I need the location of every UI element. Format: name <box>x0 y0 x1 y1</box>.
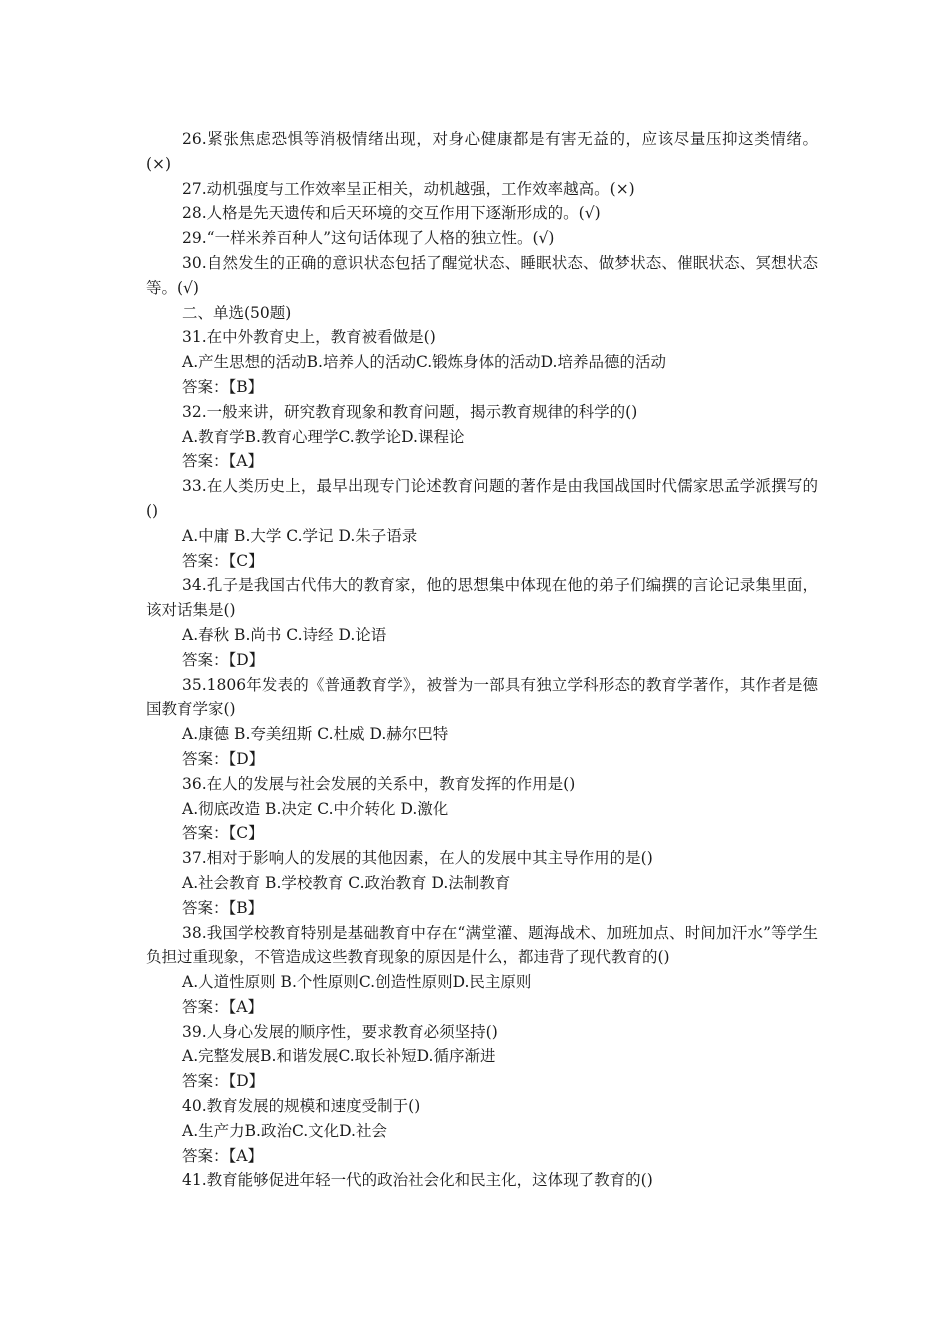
text-line: 30.自然发生的正确的意识状态包括了醒觉状态、睡眠状态、做梦状态、催眠状态、冥想状态等。(√) <box>146 253 818 297</box>
answer: 答案：【B】 <box>182 377 264 396</box>
section-heading: 二、单选(50题) <box>182 303 292 322</box>
text-line: 29.“一样米养百种人”这句话体现了人格的独立性。(√) <box>182 229 555 248</box>
question: 36.在人的发展与社会发展的关系中，教育发挥的作用是() <box>182 774 576 793</box>
options: A.人道性原则 B.个性原则C.创造性原则D.民主原则 <box>182 973 532 992</box>
document-body <box>146 127 818 1193</box>
answer: 答案：【B】 <box>182 898 264 917</box>
options: A.康德 B.夸美纽斯 C.杜威 D.赫尔巴特 <box>182 725 449 744</box>
answer: 答案：【A】 <box>182 997 263 1016</box>
question: 38.我国学校教育特别是基础教育中存在“满堂灌、题海战术、加班加点、时间加汗水”等学生负担过重现象，不管造成这些教育现象的原因是什么，都违背了现代教育的() <box>146 923 818 967</box>
text-line: 28.人格是先天遗传和后天环境的交互作用下逐渐形成的。(√) <box>182 204 601 223</box>
answer: 答案：【D】 <box>182 1072 265 1091</box>
answer: 答案：【A】 <box>182 452 263 471</box>
question: 33.在人类历史上，最早出现专门论述教育问题的著作是由我国战国时代儒家思孟学派撰写的() <box>146 477 818 520</box>
text-line: 26.紧张焦虑恐惧等消极情绪出现，对身心健康都是有害无益的，应该尽量压抑这类情绪。(×) <box>146 130 818 173</box>
question: 37.相对于影响人的发展的其他因素，在人的发展中其主导作用的是() <box>182 849 653 868</box>
question: 41.教育能够促进年轻一代的政治社会化和民主化，这体现了教育的() <box>182 1171 653 1190</box>
options: A.春秋 B.尚书 C.诗经 D.论语 <box>182 625 387 644</box>
text-line: 27.动机强度与工作效率呈正相关，动机越强，工作效率越高。(×) <box>182 179 635 198</box>
question: 35.1806年发表的《普通教育学》，被誉为一部具有独立学科形态的教育学著作，其作者是德国教育学家() <box>146 675 818 719</box>
options: A.社会教育 B.学校教育 C.政治教育 D.法制教育 <box>182 873 511 892</box>
answer: 答案：【C】 <box>182 551 264 570</box>
answer: 答案：【D】 <box>182 749 265 768</box>
answer: 答案：【D】 <box>182 650 265 669</box>
options: A.生产力B.政治C.文化D.社会 <box>182 1121 387 1140</box>
options: A.中庸 B.大学 C.学记 D.朱子语录 <box>182 526 418 545</box>
options: A.教育学B.教育心理学C.教学论D.课程论 <box>182 427 465 446</box>
options: A.彻底改造 B.决定 C.中介转化 D.激化 <box>182 799 449 818</box>
answer: 答案：【A】 <box>182 1146 263 1165</box>
options: A.产生思想的活动B.培养人的活动C.锻炼身体的活动D.培养品德的活动 <box>182 353 666 372</box>
question: 31.在中外教育史上，教育被看做是() <box>182 328 436 347</box>
question: 34.孔子是我国古代伟大的教育家，他的思想集中体现在他的弟子们编撰的言论记录集里面，该对话集是() <box>146 576 818 620</box>
question: 40.教育发展的规模和速度受制于() <box>182 1097 421 1116</box>
question: 32.一般来讲，研究教育现象和教育问题，揭示教育规律的科学的() <box>182 402 638 421</box>
answer: 答案：【C】 <box>182 824 264 843</box>
options: A.完整发展B.和谐发展C.取长补短D.循序渐进 <box>182 1047 496 1066</box>
question: 39.人身心发展的顺序性，要求教育必须坚持() <box>182 1022 498 1041</box>
